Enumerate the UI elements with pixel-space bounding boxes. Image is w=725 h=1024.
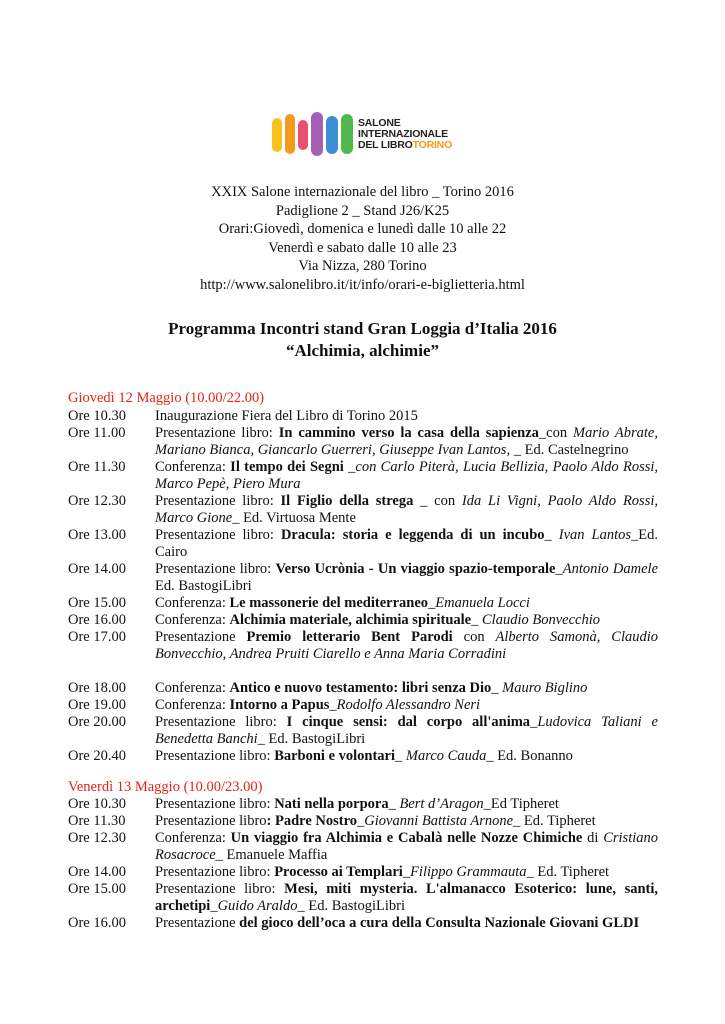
day-2-heading: Venerdì 13 Maggio (10.00/23.00) [68,779,263,795]
event-time: Ore 14.00 [68,561,126,577]
logo-line-2: INTERNAZIONALE [358,128,448,140]
header-url: http://www.salonelibro.it/it/info/orari-e-biglietteria.html [200,276,525,293]
event-time: Ore 12.30 [68,493,126,509]
event-description: Presentazione libro: Il Figlio della strega _ con Ida Li Vigni, Paolo Aldo Rossi, Marco Gione_ Ed. Virtuosa Mente [155,493,658,526]
event-time: Ore 16.00 [68,612,126,628]
event-time: Ore 13.00 [68,527,126,543]
day-2-schedule [68,796,658,932]
header-line-4: Venerdì e sabato dalle 10 alle 23 [268,239,457,256]
event-description: Conferenza: Il tempo dei Segni _con Carlo Piterà, Lucia Bellizia, Paolo Aldo Rossi, Marco Pepè, Piero Mura [155,459,659,492]
event-description: Conferenza: Le massonerie del mediterraneo_Emanuela Locci [155,595,530,611]
event-description: Inaugurazione Fiera del Libro di Torino 2015 [155,408,418,424]
schedule-row [68,864,658,881]
event-time: Ore 12.30 [68,830,126,846]
logo-text [358,118,452,151]
event-description: Presentazione del gioco dell’oca a cura della Consulta Nazionale Giovani GLDI [155,915,640,931]
schedule-row [68,493,658,527]
event-description: Presentazione libro: I cinque sensi: dal corpo all'anima_Ludovica Taliani e Benedetta Banchi_ Ed. BastogiLibri [155,714,658,747]
schedule-row [68,527,658,561]
logo-line-3: DEL LIBROTORINO [358,139,453,151]
schedule-row [68,748,658,765]
schedule-row [68,595,658,612]
event-description: Presentazione libro: Processo ai Templari_Filippo Grammauta_ Ed. Tipheret [155,864,610,880]
schedule-row [68,408,658,425]
header-line-1: XXIX Salone internazionale del libro _ Torino 2016 [211,184,514,200]
event-description: Presentazione libro: In cammino verso la casa della sapienza_con Mario Abrate, Mariano Bianca, Giancarlo Guerreri, Giuseppe Ivan Lantos, _ Ed. Castelnegrino [155,425,658,458]
event-time: Ore 15.00 [68,595,126,611]
schedule-row [68,697,658,714]
event-time: Ore 11.30 [68,813,126,829]
schedule-row [68,796,658,813]
spacer [68,663,658,680]
schedule-row [68,714,658,748]
schedule-row [68,813,658,830]
event-time: Ore 10.30 [68,796,126,812]
program-title [0,318,725,362]
schedule-row [68,459,658,493]
event-time: Ore 15.00 [68,881,126,897]
event-time: Ore 20.40 [68,748,126,764]
event-time: Ore 16.00 [68,915,126,931]
event-time: Ore 20.00 [68,714,126,730]
event-description: Conferenza: Un viaggio fra Alchimia e Cabalà nelle Nozze Chimiche di Cristiano Rosacroce_ Emanuele Maffia [155,830,659,863]
schedule-row [68,881,658,915]
logo-line-1: SALONE [358,117,401,129]
schedule-row [68,612,658,629]
event-description: Presentazione Premio letterario Bent Parodi con Alberto Samonà, Claudio Bonvecchio, Andrea Pruiti Ciarello e Anna Maria Corradini [155,629,659,662]
event-time: Ore 17.00 [68,629,126,645]
event-description: Presentazione libro: Barboni e volontari_ Marco Cauda_ Ed. Bonanno [155,748,573,764]
salone-libro-logo [272,112,462,156]
schedule-row [68,915,658,932]
program-title-line-1: Programma Incontri stand Gran Loggia d’Italia 2016 [168,319,557,338]
schedule-row [68,425,658,459]
event-description: Presentazione libro: Verso Ucrònia - Un viaggio spazio-temporale_Antonio Damele Ed. BastogiLibri [155,561,659,594]
event-time: Ore 10.30 [68,408,126,424]
logo-bars-icon [272,112,354,156]
event-time: Ore 11.00 [68,425,126,441]
event-time: Ore 11.30 [68,459,126,475]
schedule-row [68,561,658,595]
event-description: Presentazione libro: Mesi, miti mysteria. L'almanacco Esoterico: lune, santi, archetipi_Guido Araldo_ Ed. BastogiLibri [155,881,659,914]
header-line-2: Padiglione 2 _ Stand J26/K25 [275,202,450,219]
event-time: Ore 14.00 [68,864,126,880]
event-description: Presentazione libro: Dracula: storia e leggenda di un incubo_ Ivan Lantos_Ed. Cairo [155,527,659,560]
day-1-schedule [68,408,658,765]
schedule-row [68,629,658,663]
header-line-5: Via Nizza, 280 Torino [298,258,427,274]
event-time: Ore 18.00 [68,680,126,696]
event-description: Presentazione libro: Nati nella porpora_ Bert d’Aragon_Ed Tipheret [155,796,559,812]
schedule-row [68,680,658,697]
event-description: Conferenza: Intorno a Papus_Rodolfo Alessandro Neri [155,697,481,713]
day-1-heading: Giovedì 12 Maggio (10.00/22.00) [68,390,265,406]
program-title-line-2: “Alchimia, alchimie” [286,341,439,360]
event-time: Ore 19.00 [68,697,126,713]
event-info-header [0,183,725,294]
event-description: Conferenza: Alchimia materiale, alchimia spirituale_ Claudio Bonvecchio [155,612,600,628]
event-description: Conferenza: Antico e nuovo testamento: libri senza Dio_ Mauro Biglino [155,680,588,696]
event-description: Presentazione libro: Padre Nostro_Giovanni Battista Arnone_ Ed. Tipheret [155,813,596,829]
header-line-3: Orari:Giovedì, domenica e lunedì dalle 10 alle 22 [218,221,507,237]
schedule-row [68,830,658,864]
